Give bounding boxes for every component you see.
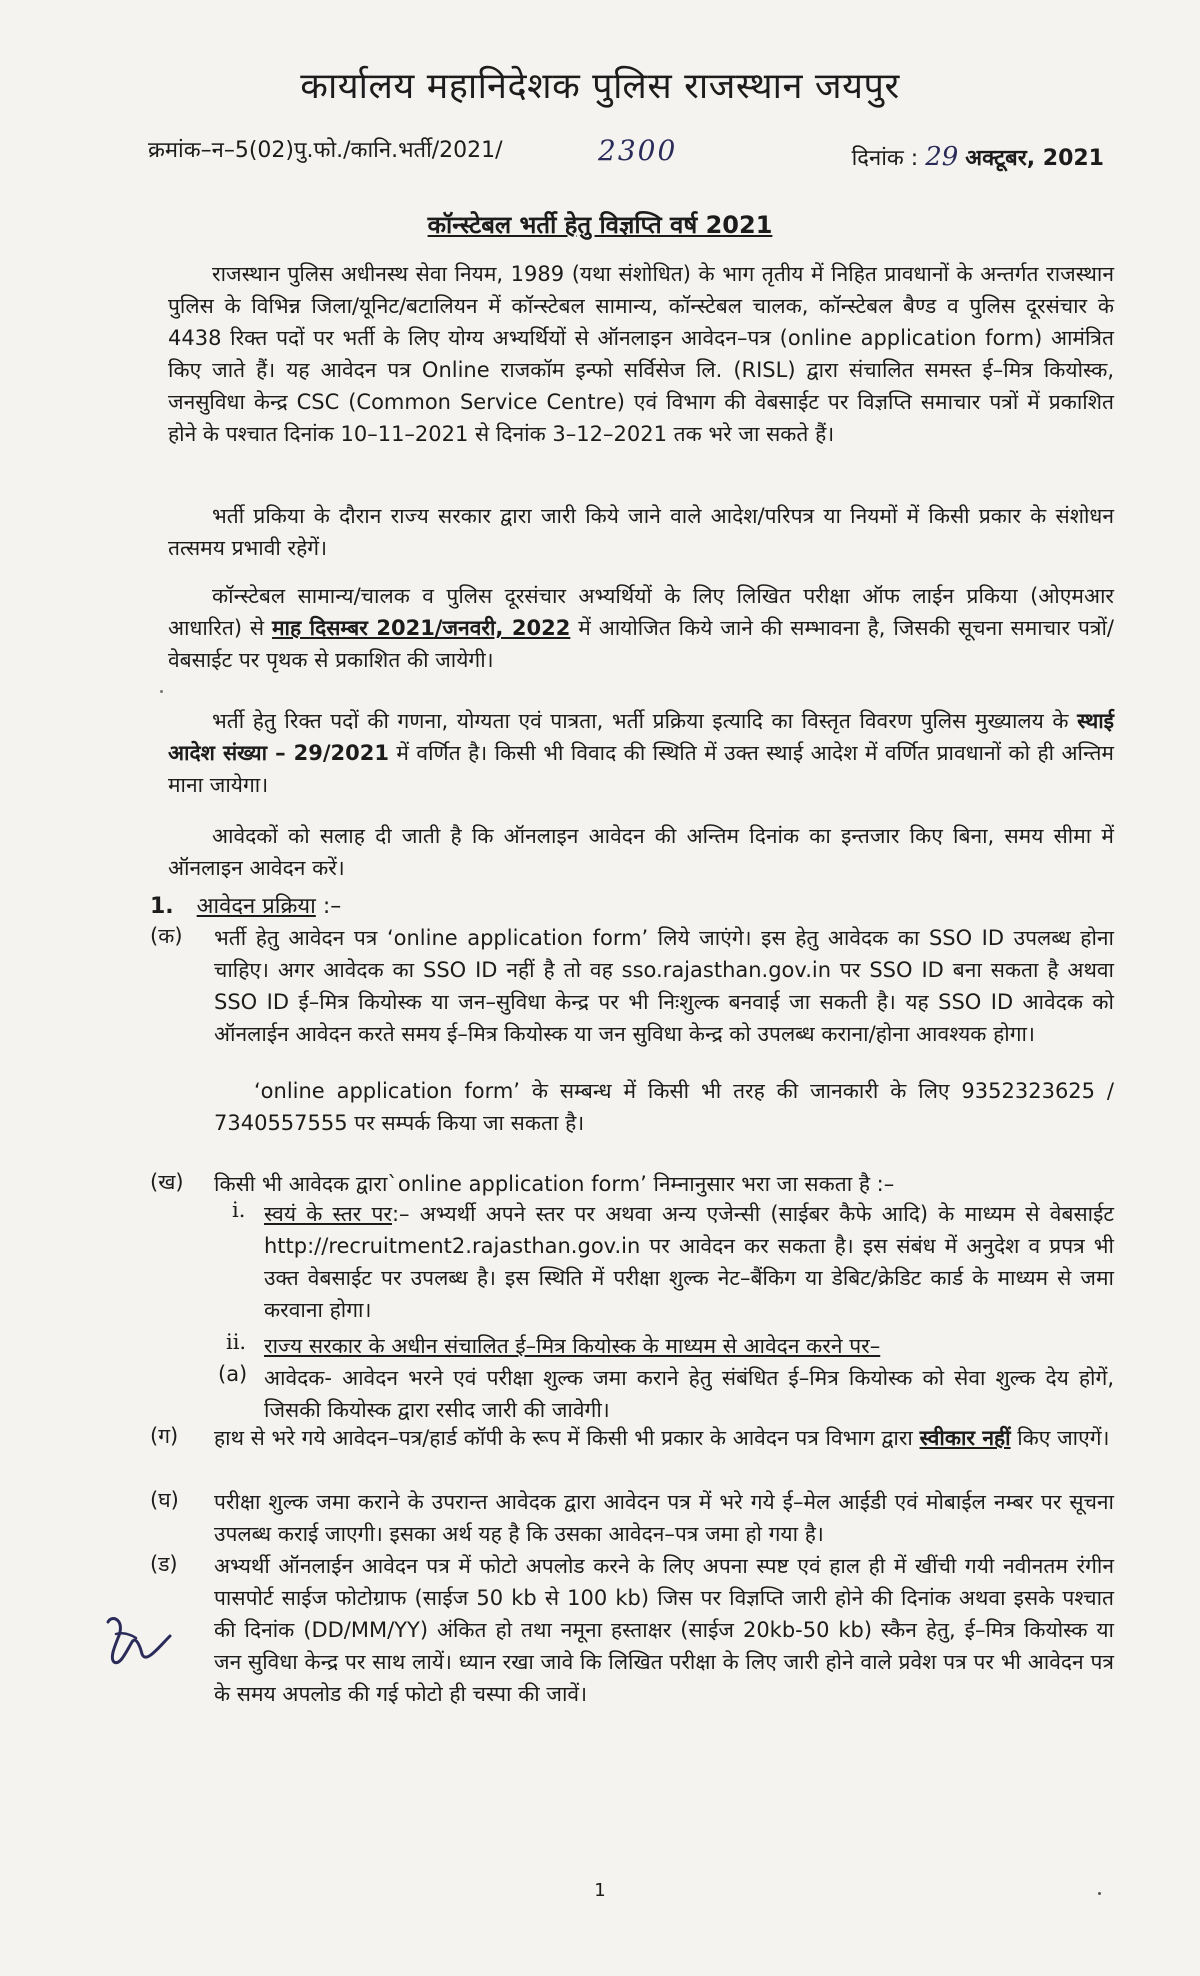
paragraph-advice: आवेदकों को सलाह दी जाती है कि ऑनलाइन आवेदन की अन्तिम दिनांक का इन्तजार किए बिना, समय सीमा में ऑनलाइन आवेदन करें। xyxy=(168,824,1114,880)
self-level-text: :– अभ्यर्थी अपने स्तर पर अथवा अन्य एजेन्सी (साईबर कैफे आदि) के माध्यम से वेबसाईट http://recruitment2.rajasthan.gov.in पर आवेदन कर सकता है। इस संबंध में अनुदेश व प्रपत्र भी उक्त वेबसाईट पर उपलब्ध है। इस स्थिति में परीक्षा शुल्क नेट–बैंकिग या डेबिट/क्रेडिट कार्ड के माध्यम से जमा करवाना होगा। xyxy=(264,1202,1114,1322)
item-ka-contact: ‘online application form’ के सम्बन्ध में किसी भी तरह की जानकारी के लिए 9352323625 / 7340557555 पर सम्पर्क किया जा सकता है। xyxy=(214,1079,1114,1135)
item-da-marker: (ड) xyxy=(150,1552,178,1576)
item-ga-text xyxy=(214,1422,1114,1454)
item-gha-text: परीक्षा शुल्क जमा कराने के उपरान्त आवेदक द्वारा आवेदन पत्र में भरे गये ई–मेल आईडी एवं मोबाईल नम्बर पर सूचना उपलब्ध कराई जाएगी। इसका अर्थ यह है कि उसका आवेदन–पत्र जमा हो गया है। xyxy=(214,1490,1114,1546)
item-ga-emphasis: स्वीकार नहीं xyxy=(919,1426,1011,1450)
item-kha-marker: (ख) xyxy=(150,1170,184,1194)
section-application-process xyxy=(150,890,341,920)
item-da-text: अभ्यर्थी ऑनलाईन आवेदन पत्र में फोटो अपलोड करने के लिए अपना स्पष्ट एवं हाल ही में खींची गयी नवीनतम रंगीन पासपोर्ट साईज फोटोग्राफ (साईज 50 kb से 100 kb) जिस पर विज्ञप्ति जारी होने की दिनांक अथवा इसके पश्चात की दिनांक (DD/MM/YY) अंकित हो तथा नमूना हस्ताक्षर (साईज 20kb-50 kb) स्कैन हेतु, ई–मित्र कियोस्क या जन सुविधा केन्द्र पर साथ लायें। ध्यान रखा जावे कि लिखित परीक्षा के लिए जारी होने वाले प्रवेश पत्र पर भी आवेदन पत्र के समय अपलोड की गई फोटो ही चस्पा की जावें। xyxy=(214,1554,1114,1706)
item-kha-text: किसी भी आवेदक द्वारा`online application form’ निम्नानुसार भरा जा सकता है :– xyxy=(214,1172,895,1196)
item-ga-marker: (ग) xyxy=(150,1424,179,1448)
item-kha-sub-ii-marker: ii. xyxy=(226,1330,247,1354)
standing-order-number: स्थाई आदेश संख्या – 29/2021 xyxy=(168,709,1114,765)
subject-text: कॉन्स्टेबल भर्ती हेतु विज्ञप्ति वर्ष 2021 xyxy=(427,211,773,239)
item-ga-post: किए जाएगें। xyxy=(1010,1426,1110,1450)
item-kha-sub-a: आवेदक- आवेदन भरने एवं परीक्षा शुल्क जमा कराने हेतु संबंधित ई–मित्र कियोस्क को सेवा शुल्क देय होगें, जिसकी कियोस्क द्वारा रसीद जारी की जावेगी। xyxy=(264,1366,1114,1422)
self-level-label: स्वयं के स्तर पर xyxy=(264,1202,392,1226)
date-month-year: अक्टूबर, 2021 xyxy=(965,146,1104,171)
exam-schedule-text: कॉन्स्टेबल सामान्य/चालक व पुलिस दूरसंचार अभ्यर्थियों के लिए लिखित परीक्षा ऑफ लाईन प्रकिया (ओएमआर आधारित) से xyxy=(168,584,1114,640)
reference-number: क्रमांक–न–5(02)पु.फो./कानि.भर्ती/2021/ xyxy=(148,138,503,163)
page-number: 1 xyxy=(594,1880,606,1901)
handwritten-reference: 2300 xyxy=(598,134,678,167)
date-label: दिनांक : xyxy=(851,146,919,171)
item-kha-sub-i-marker: i. xyxy=(232,1198,246,1222)
section-label: आवेदन प्रक्रिया xyxy=(196,894,316,919)
standing-order-text-end: में वर्णित है। किसी भी विवाद की स्थिति में उक्त स्थाई आदेश में वर्णित प्रावधानों को ही अन्तिम माना जायेगा। xyxy=(168,741,1114,797)
section-suffix: :– xyxy=(315,894,342,919)
paragraph-amendments: भर्ती प्रकिया के दौरान राज्य सरकार द्वारा जारी किये जाने वाले आदेश/परिपत्र या नियमों में किसी प्रकार के संशोधन तत्समय प्रभावी रहेगें। xyxy=(168,504,1114,560)
paragraph-standing-order xyxy=(168,705,1114,801)
item-kha-sub-a-marker: (a) xyxy=(218,1362,248,1386)
item-ga-pre: हाथ से भरे गये आवेदन–पत्र/हार्ड कॉपी के रूप में किसी भी प्रकार के आवेदन पत्र विभाग द्वारा xyxy=(214,1426,920,1450)
office-title: कार्यालय महानिदेशक पुलिस राजस्थान जयपुर xyxy=(300,66,900,107)
section-number: 1. xyxy=(150,894,174,919)
issue-date xyxy=(852,142,1104,172)
paragraph-intro: राजस्थान पुलिस अधीनस्थ सेवा नियम, 1989 (यथा संशोधित) के भाग तृतीय में निहित प्रावधानों के अन्तर्गत राजस्थान पुलिस के विभिन्न जिला/यूनिट/बटालियन में कॉन्स्टेबल सामान्य, कॉन्स्टेबल चालक, कॉन्स्टेबल बैण्ड व पुलिस दूरसंचार के 4438 रिक्त पदों पर भर्ती के लिए योग्य अभ्यर्थियों से ऑनलाइन आवेदन–पत्र (online application form) आमंत्रित किए जाते हैं। यह आवेदन पत्र Online राजकॉम इन्फो सर्विसेज लि. (RISL) द्वारा संचालित समस्त ई–मित्र कियोस्क, जनसुविधा केन्द्र CSC (Common Service Centre) एवं विभाग की वेबसाईट पर विज्ञप्ति समाचार पत्रों में प्रकाशित होने के पश्चात दिनांक 10–11–2021 से दिनांक 3–12–2021 तक भरे जा सकते हैं। xyxy=(168,262,1114,446)
handwritten-day: 29 xyxy=(925,142,959,172)
item-ka-marker: (क) xyxy=(150,924,183,948)
exam-schedule-date: माह दिसम्बर 2021/जनवरी, 2022 xyxy=(271,616,571,640)
item-kha-sub-ii: राज्य सरकार के अधीन संचालित ई–मित्र कियोस्क के माध्यम से आवेदन करने पर– xyxy=(264,1334,881,1358)
item-ka-text: भर्ती हेतु आवेदन पत्र ‘online application form’ लिये जाएंगे। इस हेतु आवेदक का SSO ID उपलब्ध होना चाहिए। अगर आवेदक का SSO ID नहीं है तो वह sso.rajasthan.gov.in पर SSO ID बना सकता है अथवा SSO ID ई–मित्र कियोस्क या जन–सुविधा केन्द्र पर भी निःशुल्क बनवाई जा सकती है। यह SSO ID आवेदक को ऑनलाईन आवेदन करते समय ई–मित्र कियोस्क या जन सुविधा केन्द्र को उपलब्ध कराना/होना आवश्यक होगा। xyxy=(214,926,1115,1046)
item-kha-sub-i xyxy=(264,1198,1114,1326)
exam-schedule-text-end: में आयोजित किये जाने की सम्भावना है, जिसकी सूचना समाचार पत्रों/वेबसाईट पर पृथक से प्रकाशित की जायेगी। xyxy=(168,616,1115,672)
scan-speck xyxy=(1098,1892,1101,1895)
notice-subject xyxy=(0,208,1200,241)
standing-order-text: भर्ती हेतु रिक्त पदों की गणना, योग्यता एवं पात्रता, भर्ती प्रक्रिया इत्यादि का विस्तृत विवरण पुलिस मुख्यालय के xyxy=(212,709,1078,733)
paragraph-exam-schedule xyxy=(168,580,1114,676)
item-gha-marker: (घ) xyxy=(150,1488,179,1512)
scan-speck xyxy=(160,690,163,693)
signature-initials xyxy=(100,1612,180,1668)
